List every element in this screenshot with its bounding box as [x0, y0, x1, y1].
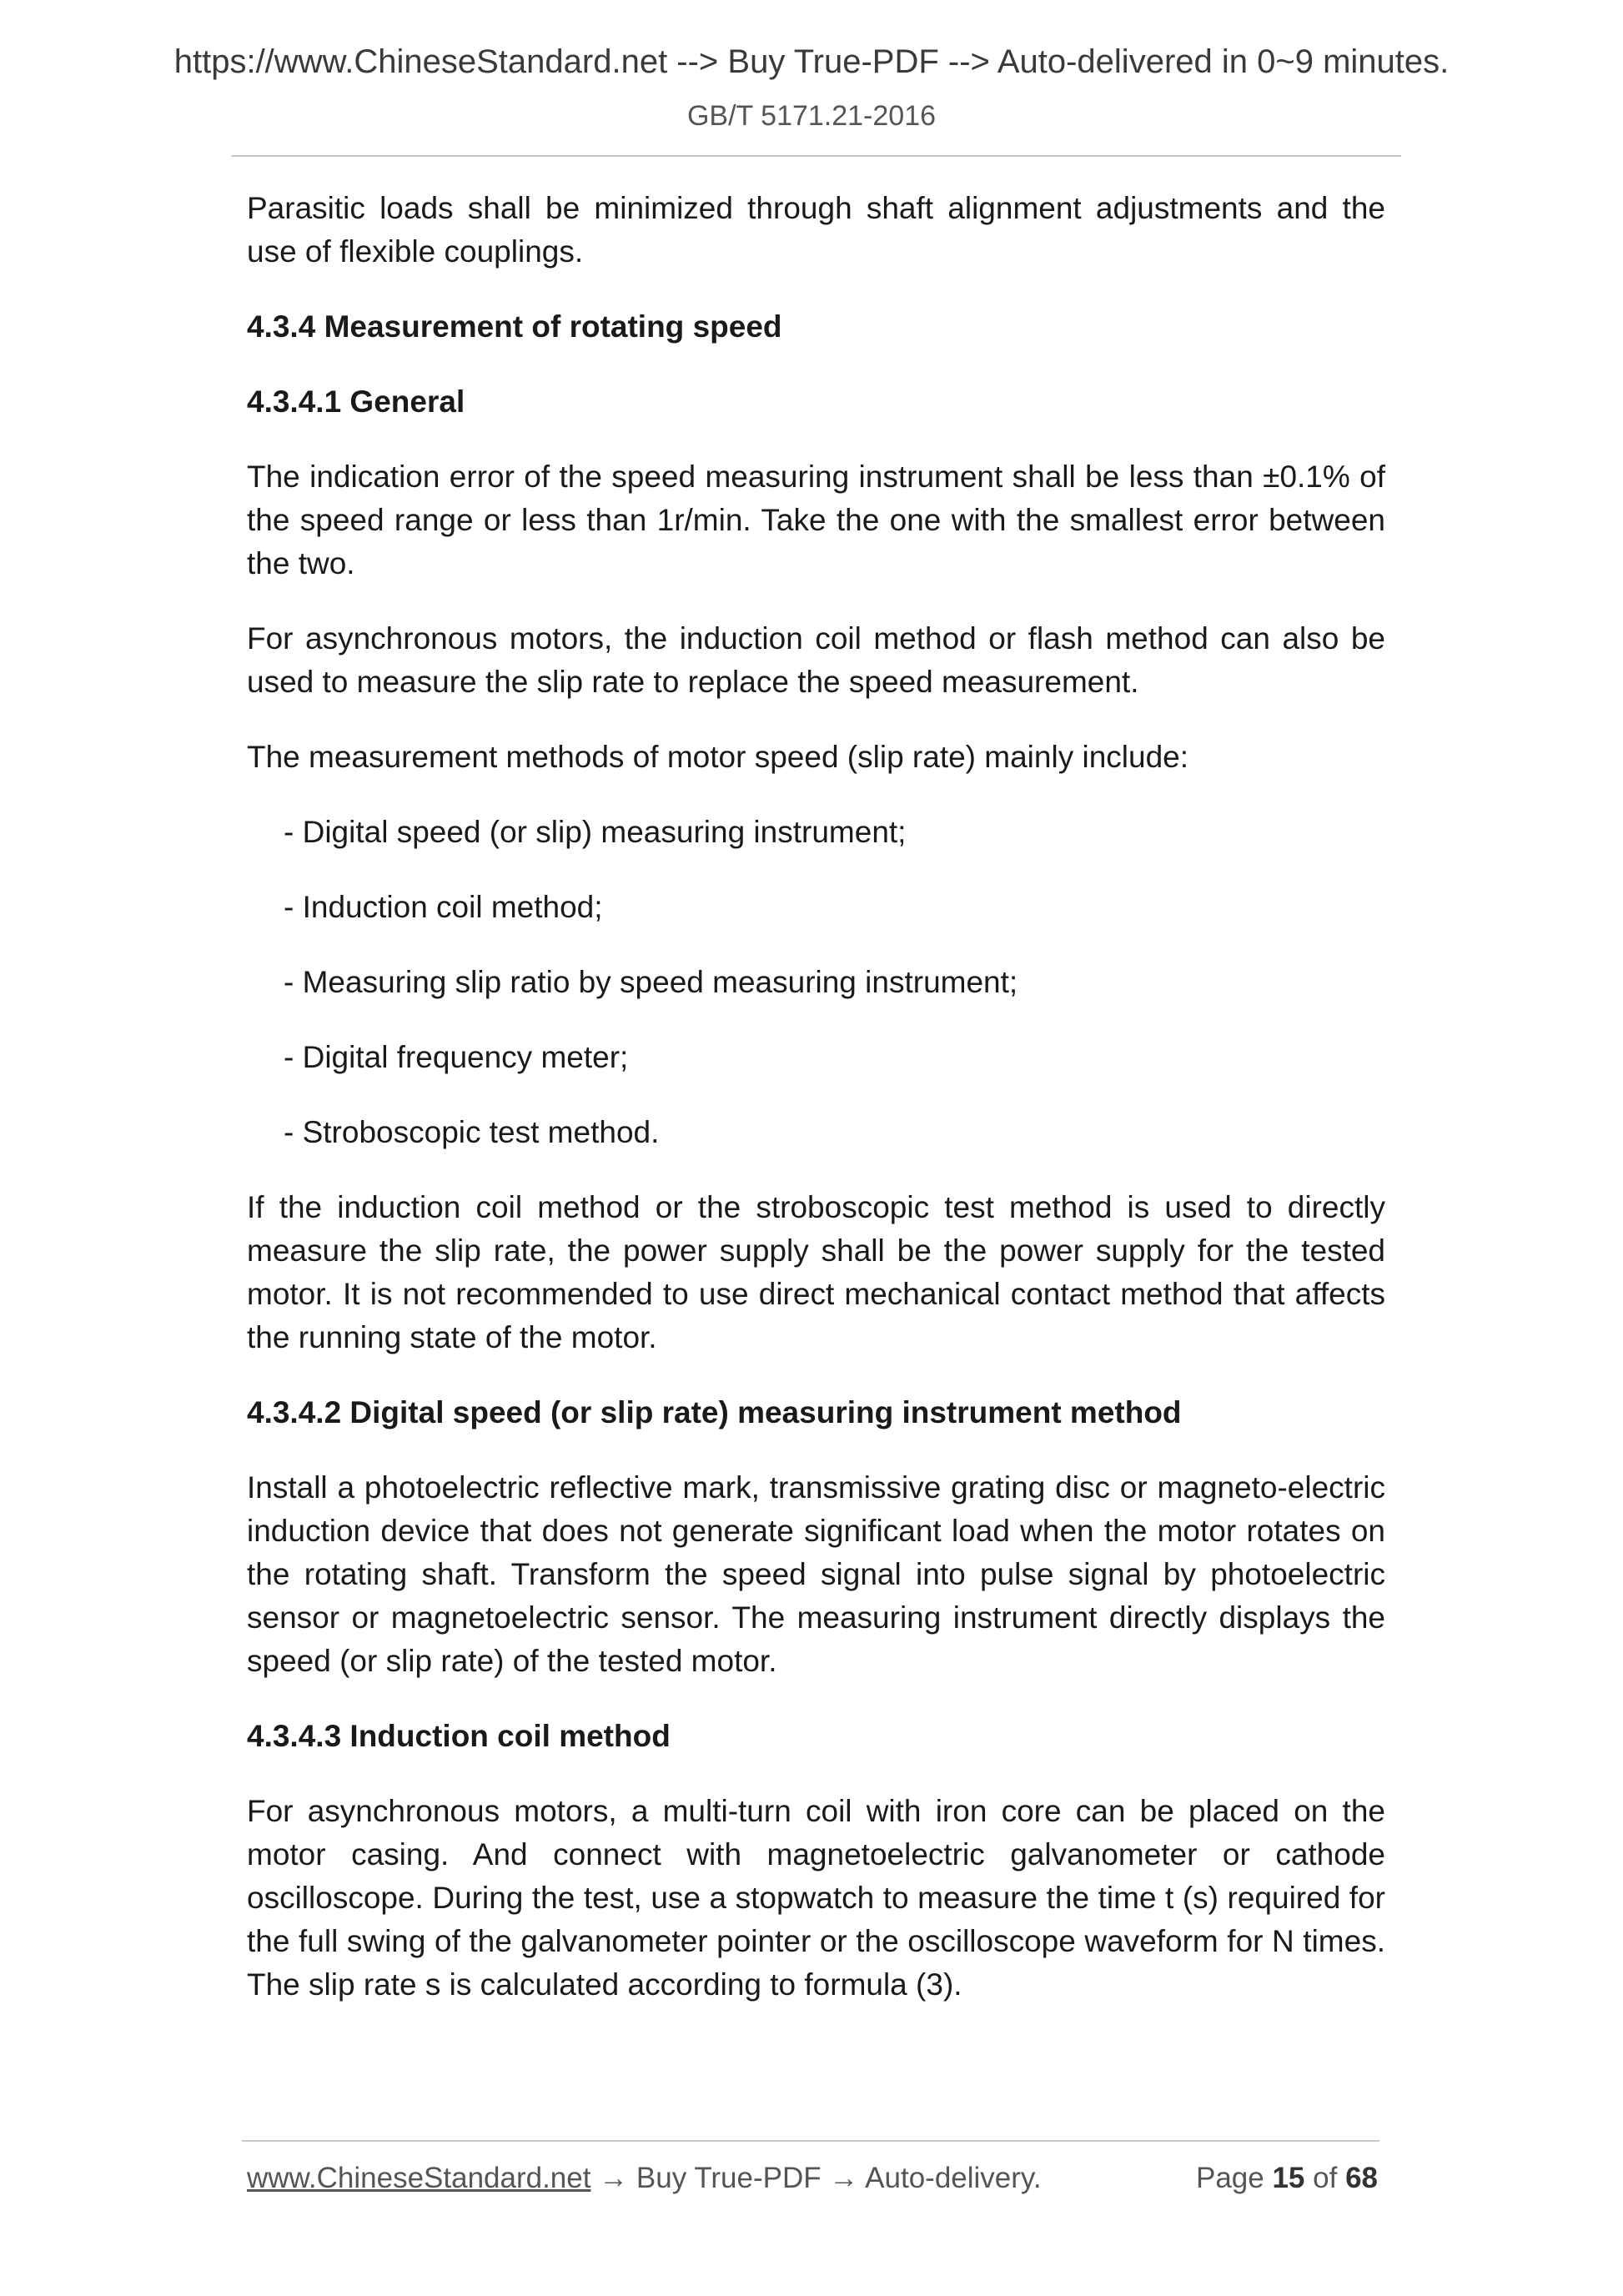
- page-footer: [247, 2162, 1378, 2195]
- list-item: - Digital frequency meter;: [284, 1040, 629, 1074]
- paragraph-photoelectric: Install a photoelectric reflective mark, transmissive grating disc or magneto-electric induction device that does not generate significant load when the motor rotates on the rotating shaft. Transform the speed signal into pulse signal by photoelectric sensor or magnetoelectric sensor. The measuring instrument directly displays the speed (or slip rate) of the tested motor.: [247, 1470, 1385, 1678]
- list-item: - Induction coil method;: [284, 890, 603, 924]
- total-page-count: 68: [1345, 2162, 1378, 2194]
- heading-4-3-4-2: 4.3.4.2 Digital speed (or slip rate) measuring instrument method: [247, 1395, 1182, 1429]
- of-word: of: [1313, 2162, 1338, 2194]
- header-banner: https://www.ChineseStandard.net --> Buy True-PDF --> Auto-delivered in 0~9 minutes.: [173, 43, 1450, 80]
- footer-tagline: → Buy True-PDF → Auto-delivery.: [590, 2162, 1042, 2194]
- paragraph-asynchronous-slip: For asynchronous motors, the induction coil method or flash method can also be used to measure the slip rate to replace the speed measurement.: [247, 621, 1385, 699]
- paragraph-induction-coil: For asynchronous motors, a multi-turn coil with iron core can be placed on the motor casing. And connect with magnetoelectric galvanometer or cathode oscilloscope. During the test, use a stopwatch to measure the time t (s) required for the full swing of the galvanometer pointer or the oscilloscope waveform for N times. The slip rate s is calculated according to formula (3).: [247, 1794, 1385, 2002]
- paragraph-power-supply: If the induction coil method or the stroboscopic test method is used to directly measure the slip rate, the power supply shall be the power supply for the tested motor. It is not recommended to use direct mechanical contact method that affects the running state of the motor.: [247, 1190, 1385, 1354]
- standard-code: GB/T 5171.21-2016: [686, 100, 937, 132]
- heading-4-3-4: 4.3.4 Measurement of rotating speed: [247, 309, 782, 344]
- document-body: [247, 187, 1385, 2038]
- heading-4-3-4-1: 4.3.4.1 General: [247, 384, 465, 419]
- footer-website-link[interactable]: www.ChineseStandard.net: [247, 2162, 591, 2194]
- paragraph-methods-intro: The measurement methods of motor speed (slip rate) mainly include:: [247, 740, 1189, 774]
- heading-4-3-4-3: 4.3.4.3 Induction coil method: [247, 1719, 671, 1753]
- list-item: - Digital speed (or slip) measuring instrument;: [284, 815, 907, 849]
- header-divider: [231, 155, 1401, 157]
- list-item: - Stroboscopic test method.: [284, 1115, 660, 1149]
- paragraph-parasitic-loads: Parasitic loads shall be minimized through shaft alignment adjustments and the use of flexible couplings.: [247, 191, 1385, 269]
- current-page-number: 15: [1272, 2162, 1305, 2194]
- page-indicator: [1196, 2162, 1378, 2195]
- page-word: Page: [1195, 2162, 1264, 2194]
- footer-divider: [242, 2140, 1379, 2142]
- paragraph-indication-error: The indication error of the speed measuring instrument shall be less than ±0.1% of the speed range or less than 1r/min. Take the one with the smallest error between the two.: [247, 460, 1385, 580]
- list-item: - Measuring slip ratio by speed measuring instrument;: [284, 965, 1018, 999]
